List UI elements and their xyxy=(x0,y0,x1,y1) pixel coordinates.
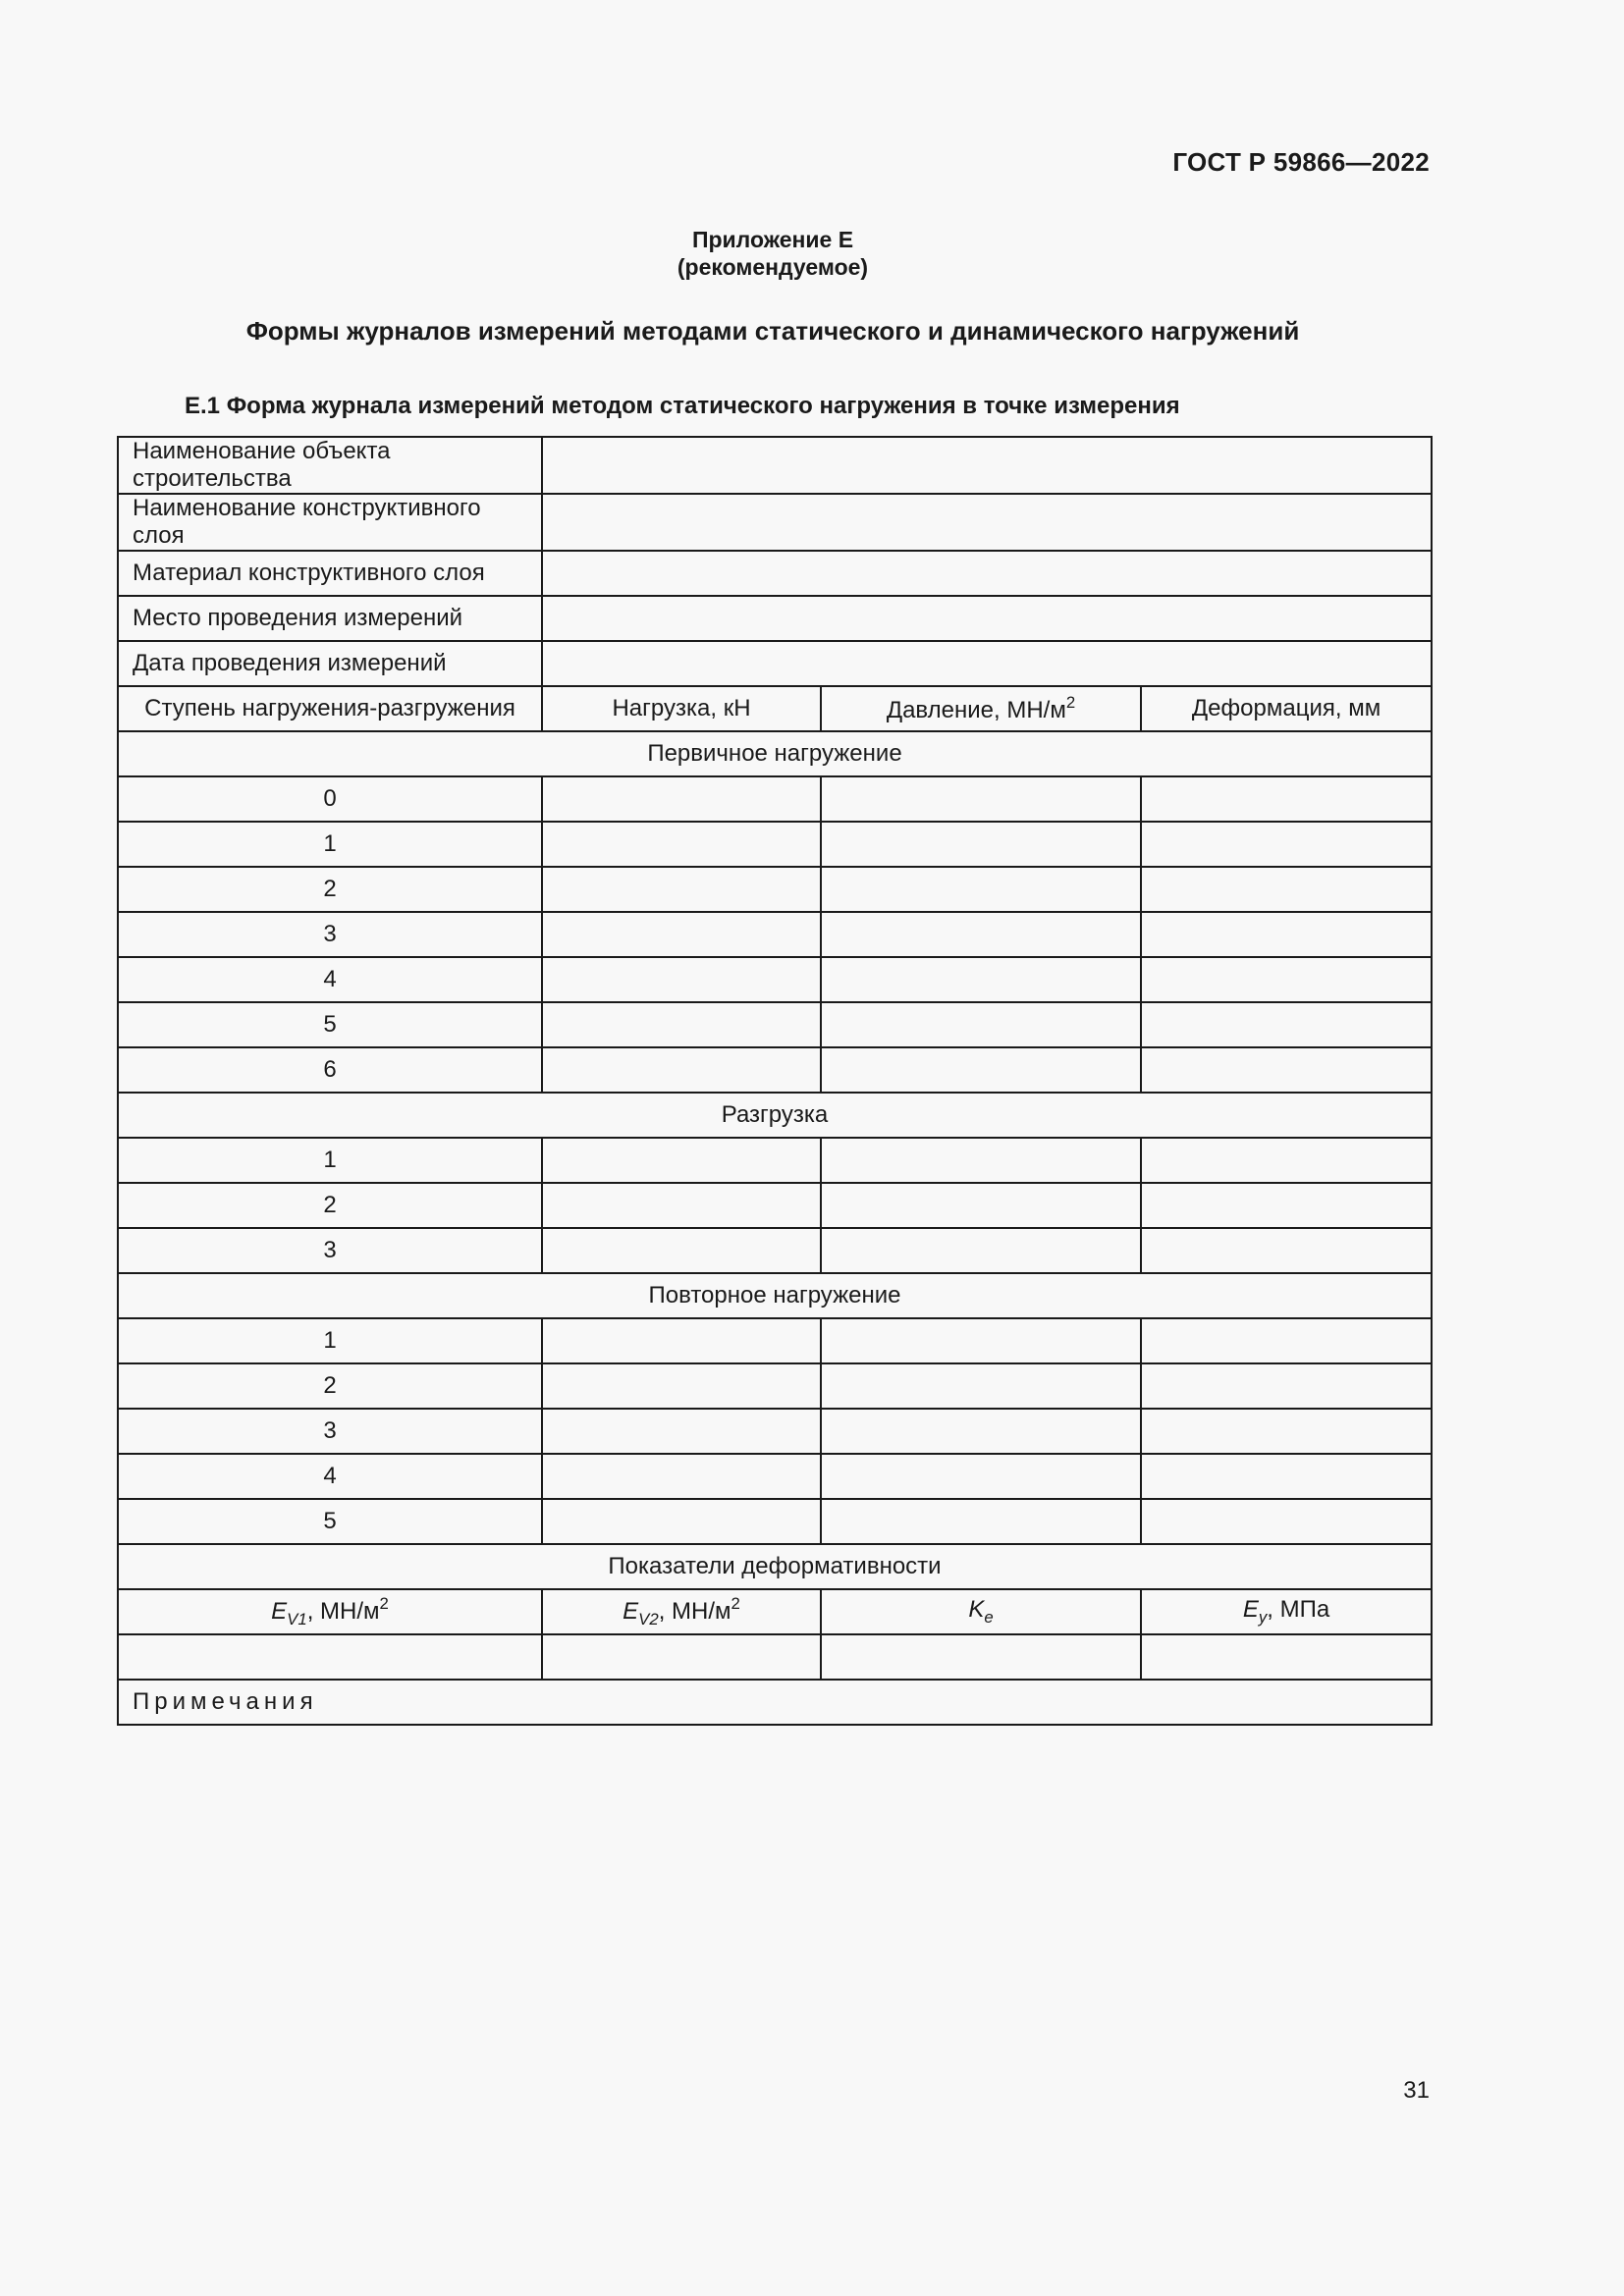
measurement-log-form xyxy=(117,436,1433,1726)
step-number: 5 xyxy=(118,1499,542,1544)
deformation-cell[interactable] xyxy=(1141,822,1432,867)
deformation-cell[interactable] xyxy=(1141,776,1432,822)
load-cell[interactable] xyxy=(542,1363,821,1409)
ey-value-cell[interactable] xyxy=(1141,1634,1432,1680)
indicator-unit: , МН/м xyxy=(306,1598,380,1625)
load-cell[interactable] xyxy=(542,1318,821,1363)
deformation-cell[interactable] xyxy=(1141,1499,1432,1544)
deformation-cell[interactable] xyxy=(1141,1409,1432,1454)
indicator-ev2 xyxy=(542,1589,821,1634)
load-cell[interactable] xyxy=(542,1499,821,1544)
pressure-cell[interactable] xyxy=(821,1002,1141,1047)
pressure-cell[interactable] xyxy=(821,1138,1141,1183)
step-number: 2 xyxy=(118,1363,542,1409)
info-value-cell[interactable] xyxy=(542,494,1432,551)
page-number: 31 xyxy=(1403,2077,1430,2104)
data-row xyxy=(118,1138,1432,1183)
step-number: 2 xyxy=(118,1183,542,1228)
pressure-cell[interactable] xyxy=(821,1363,1141,1409)
indicator-symbol: E xyxy=(1242,1596,1259,1623)
step-number: 5 xyxy=(118,1002,542,1047)
step-number: 4 xyxy=(118,957,542,1002)
data-row xyxy=(118,957,1432,1002)
pressure-cell[interactable] xyxy=(821,1228,1141,1273)
step-number: 6 xyxy=(118,1047,542,1093)
data-row xyxy=(118,1228,1432,1273)
step-number: 3 xyxy=(118,912,542,957)
load-cell[interactable] xyxy=(542,776,821,822)
ev2-value-cell[interactable] xyxy=(542,1634,821,1680)
load-cell[interactable] xyxy=(542,912,821,957)
data-row xyxy=(118,1183,1432,1228)
deformation-cell[interactable] xyxy=(1141,1318,1432,1363)
col-header-deformation: Деформация, мм xyxy=(1141,686,1432,731)
deformation-cell[interactable] xyxy=(1141,867,1432,912)
pressure-cell[interactable] xyxy=(821,867,1141,912)
data-row xyxy=(118,1409,1432,1454)
data-row xyxy=(118,912,1432,957)
data-row xyxy=(118,1002,1432,1047)
step-number: 1 xyxy=(118,1138,542,1183)
deformation-cell[interactable] xyxy=(1141,1454,1432,1499)
deformation-cell[interactable] xyxy=(1141,1228,1432,1273)
step-number: 3 xyxy=(118,1409,542,1454)
indicators-title-row xyxy=(118,1544,1432,1589)
info-label: Наименование объекта строительства xyxy=(118,437,542,494)
step-number: 0 xyxy=(118,776,542,822)
data-row xyxy=(118,776,1432,822)
load-cell[interactable] xyxy=(542,1002,821,1047)
info-value-cell[interactable] xyxy=(542,437,1432,494)
ev1-value-cell[interactable] xyxy=(118,1634,542,1680)
info-label: Наименование конструктивного слоя xyxy=(118,494,542,551)
indicator-unit: , МН/м xyxy=(658,1598,731,1625)
pressure-cell[interactable] xyxy=(821,822,1141,867)
pressure-cell[interactable] xyxy=(821,1499,1141,1544)
pressure-cell[interactable] xyxy=(821,1454,1141,1499)
notes-row xyxy=(118,1680,1432,1725)
indicator-unit: , МПа xyxy=(1267,1596,1330,1623)
data-row xyxy=(118,1363,1432,1409)
indicator-subscript: y xyxy=(1258,1608,1268,1627)
load-cell[interactable] xyxy=(542,1047,821,1093)
col-header-stage: Ступень нагружения-разгружения xyxy=(118,686,542,731)
deformation-cell[interactable] xyxy=(1141,957,1432,1002)
section-title: Разгрузка xyxy=(118,1093,1432,1138)
indicator-ey xyxy=(1141,1589,1432,1634)
section-row xyxy=(118,1093,1432,1138)
data-row xyxy=(118,1499,1432,1544)
deformation-cell[interactable] xyxy=(1141,1363,1432,1409)
pressure-cell[interactable] xyxy=(821,1047,1141,1093)
info-row xyxy=(118,596,1432,641)
load-cell[interactable] xyxy=(542,1183,821,1228)
deformation-cell[interactable] xyxy=(1141,1138,1432,1183)
col-header-pressure-exp: 2 xyxy=(1065,693,1076,712)
info-value-cell[interactable] xyxy=(542,596,1432,641)
info-row xyxy=(118,641,1432,686)
step-number: 3 xyxy=(118,1228,542,1273)
deformation-cell[interactable] xyxy=(1141,912,1432,957)
pressure-cell[interactable] xyxy=(821,957,1141,1002)
indicator-subscript: V1 xyxy=(287,1610,307,1629)
info-row xyxy=(118,494,1432,551)
section-title: Повторное нагружение xyxy=(118,1273,1432,1318)
info-label: Материал конструктивного слоя xyxy=(118,551,542,596)
load-cell[interactable] xyxy=(542,1454,821,1499)
indicator-subscript: e xyxy=(984,1608,994,1627)
indicator-ke xyxy=(821,1589,1141,1634)
column-header-row xyxy=(118,686,1432,731)
pressure-cell[interactable] xyxy=(821,912,1141,957)
ke-value-cell[interactable] xyxy=(821,1634,1141,1680)
info-label: Дата проведения измерений xyxy=(118,641,542,686)
load-cell[interactable] xyxy=(542,822,821,867)
load-cell[interactable] xyxy=(542,1409,821,1454)
col-header-pressure-label: Давление, МН/м xyxy=(886,697,1066,723)
deformation-cell[interactable] xyxy=(1141,1047,1432,1093)
indicators-value-row xyxy=(118,1634,1432,1680)
info-value-cell[interactable] xyxy=(542,551,1432,596)
indicator-unit-exp: 2 xyxy=(731,1594,740,1613)
pressure-cell[interactable] xyxy=(821,1183,1141,1228)
indicator-ev1 xyxy=(118,1589,542,1634)
step-number: 1 xyxy=(118,1318,542,1363)
load-cell[interactable] xyxy=(542,1228,821,1273)
data-row xyxy=(118,1047,1432,1093)
indicator-symbol: E xyxy=(623,1598,639,1625)
pressure-cell[interactable] xyxy=(821,776,1141,822)
data-row xyxy=(118,867,1432,912)
info-row xyxy=(118,437,1432,494)
data-row xyxy=(118,822,1432,867)
standard-code: ГОСТ Р 59866—2022 xyxy=(1172,147,1430,177)
step-number: 2 xyxy=(118,867,542,912)
appendix-heading xyxy=(0,226,1545,281)
pressure-cell[interactable] xyxy=(821,1409,1141,1454)
indicators-title: Показатели деформативности xyxy=(118,1544,1432,1589)
section-title: Е.1 Форма журнала измерений методом статического нагружения в точке измерения xyxy=(185,393,1180,419)
load-cell[interactable] xyxy=(542,1138,821,1183)
step-number: 4 xyxy=(118,1454,542,1499)
col-header-load: Нагрузка, кН xyxy=(542,686,821,731)
indicator-unit-exp: 2 xyxy=(379,1594,389,1613)
appendix-status: (рекомендуемое) xyxy=(677,254,869,280)
section-title: Первичное нагружение xyxy=(118,731,1432,776)
col-header-pressure xyxy=(821,686,1141,731)
indicator-subscript: V2 xyxy=(638,1610,659,1629)
deformation-cell[interactable] xyxy=(1141,1002,1432,1047)
document-title: Формы журналов измерений методами статического и динамического нагружений xyxy=(245,316,1300,346)
data-row xyxy=(118,1454,1432,1499)
info-label: Место проведения измерений xyxy=(118,596,542,641)
indicator-symbol: K xyxy=(968,1596,985,1623)
data-row xyxy=(118,1318,1432,1363)
step-number: 1 xyxy=(118,822,542,867)
deformation-cell[interactable] xyxy=(1141,1183,1432,1228)
indicators-header-row xyxy=(118,1589,1432,1634)
section-row xyxy=(118,1273,1432,1318)
pressure-cell[interactable] xyxy=(821,1318,1141,1363)
info-row xyxy=(118,551,1432,596)
notes-label: Примечания xyxy=(118,1680,1432,1725)
load-cell[interactable] xyxy=(542,867,821,912)
section-row xyxy=(118,731,1432,776)
indicator-symbol: E xyxy=(271,1598,288,1625)
load-cell[interactable] xyxy=(542,957,821,1002)
info-value-cell[interactable] xyxy=(542,641,1432,686)
appendix-title: Приложение Е xyxy=(691,227,854,252)
